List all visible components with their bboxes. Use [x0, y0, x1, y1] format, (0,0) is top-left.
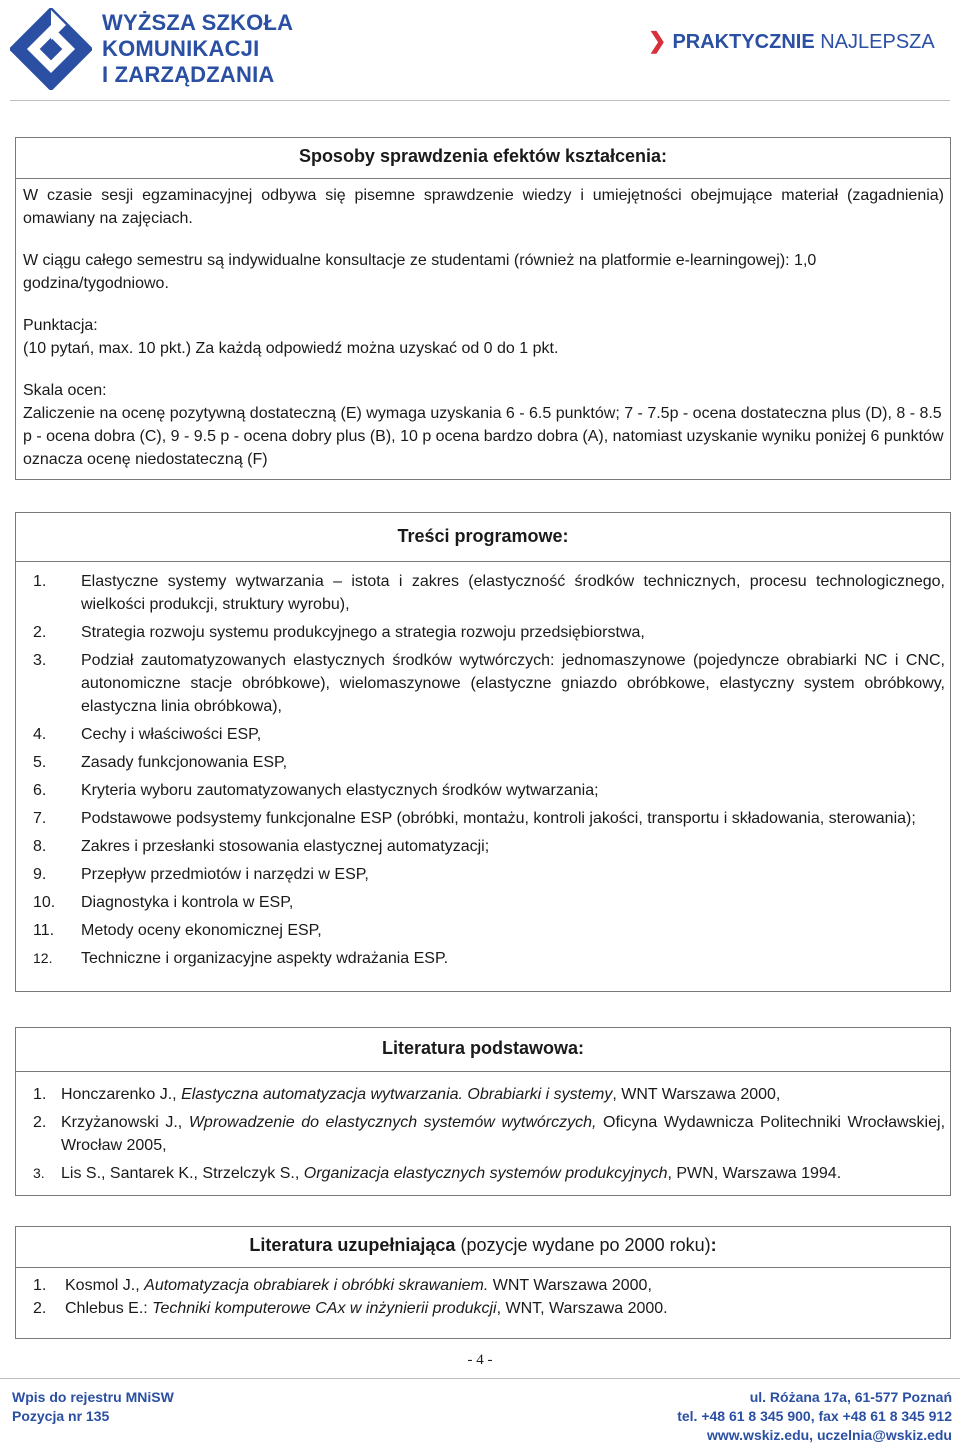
literature-item-publisher: , PWN, Warszawa 1994.	[667, 1165, 842, 1182]
assessment-paragraph-1: W czasie sesji egzaminacyjnej odbywa się pisemne sprawdzenie wiedzy i umiejętności obejmujące materiał (zagadnienia) omawiany na zajęciach.	[23, 187, 944, 227]
footer-left-line-1: Wpis do rejestru MNiSW	[12, 1389, 174, 1405]
literature-item-author: Honczarenko J.,	[61, 1086, 177, 1103]
points-text: (10 pytań, max. 10 pkt.) Za każdą odpowiedź można uzyskać od 0 do 1 pkt.	[23, 340, 559, 357]
program-item-text: Techniczne i organizacyjne aspekty wdrażania ESP.	[81, 950, 449, 967]
program-item-number: 7.	[33, 810, 47, 827]
program-item	[33, 919, 945, 942]
program-item-number: 4.	[33, 726, 47, 743]
program-item	[33, 570, 945, 616]
literature-extra-title-bold: Literatura uzupełniająca	[249, 1235, 456, 1255]
logo-emblem-icon	[10, 8, 92, 90]
program-title: Treści programowe:	[16, 513, 950, 562]
program-item	[33, 621, 945, 644]
literature-item	[33, 1083, 945, 1106]
program-item	[33, 779, 945, 802]
points-label: Punktacja:	[23, 317, 98, 334]
literature-item-number: 1.	[33, 1086, 47, 1103]
program-item-number: 1.	[33, 573, 47, 590]
literature-extra-box	[15, 1226, 951, 1339]
literature-item-title: Organizacja elastycznych systemów produkcyjnych	[303, 1165, 668, 1182]
literature-item-title: Techniki komputerowe CAx w inżynierii produkcji	[152, 1300, 497, 1317]
footer-address: ul. Różana 17a, 61-577 Poznań	[749, 1389, 952, 1405]
program-item	[33, 947, 945, 970]
program-item	[33, 807, 945, 830]
header-divider	[10, 100, 950, 101]
chevron-right-icon: ❯	[648, 28, 667, 53]
program-item-text: Podział zautomatyzowanych elastycznych środków wytwórczych: jednomaszynowe (pojedyncze obrabiarki NC i CNC, autonomiczne stacje obróbkowe), wielomaszynowe (elastyczne gniazdo obróbkowe, elastyczny system obróbkowy, elastyczna linia obróbkowa),	[81, 652, 945, 715]
assessment-title: Sposoby sprawdzenia efektów kształcenia:	[16, 138, 950, 179]
assessment-body	[16, 179, 950, 471]
assessment-paragraph-2: W ciągu całego semestru są indywidualne konsultacje ze studentami (również na platformie e-learningowej): 1,0 godzina/tygodniowo.	[23, 252, 817, 292]
program-item-text: Elastyczne systemy wytwarzania – istota i zakres (elastyczność środków technicznych, procesu technologicznego, wielkości produkcji, struktury wyrobu),	[81, 573, 945, 613]
literature-item	[33, 1111, 945, 1157]
program-item	[33, 649, 945, 718]
program-item-text: Kryteria wyboru zautomatyzowanych elastycznych środków wytwarzania;	[81, 782, 599, 799]
scale-text: Zaliczenie na ocenę pozytywną dostateczną (E) wymaga uzyskania 6 - 6.5 punktów; 7 - 7.5p - ocena dostateczna plus (D), 8 - 8.5 p - ocena dobra (C), 9 - 9.5 p - ocena dobry plus (B), 10 p ocena bardzo dobra (A), natomiast uzyskanie wyniku poniżej 6 punktów oznacza ocenę niedostateczną (F)	[23, 405, 944, 468]
program-item-number: 9.	[33, 866, 47, 883]
assessment-box	[15, 137, 951, 480]
footer-registry	[12, 1388, 174, 1426]
literature-item-publisher: , WNT Warszawa 2000,	[612, 1086, 781, 1103]
literature-item-publisher: Oficyna Wydawnicza Politechniki Wrocławskiej, Wrocław 2005,	[61, 1114, 946, 1154]
literature-extra-title	[16, 1227, 950, 1268]
program-item-text: Strategia rozwoju systemu produkcyjnego a strategia rozwoju przedsiębiorstwa,	[81, 624, 645, 641]
program-list	[16, 562, 950, 970]
program-item	[33, 891, 945, 914]
literature-item	[33, 1162, 945, 1185]
literature-item-number: 2.	[33, 1300, 47, 1317]
logo-line-2: KOMUNIKACJI	[102, 36, 260, 61]
program-item	[33, 835, 945, 858]
literature-item-number: 3.	[33, 1165, 45, 1181]
footer-divider	[0, 1378, 960, 1379]
literature-item-author: Krzyżanowski J.,	[61, 1114, 183, 1131]
program-item	[33, 863, 945, 886]
literature-item-title: Automatyzacja obrabiarek i obróbki skrawaniem.	[144, 1277, 489, 1294]
program-item-text: Zasady funkcjonowania ESP,	[81, 754, 288, 771]
program-item-text: Metody oceny ekonomicznej ESP,	[81, 922, 322, 939]
program-item-text: Przepływ przedmiotów i narzędzi w ESP,	[81, 866, 369, 883]
program-item-number: 10.	[33, 894, 56, 911]
literature-extra-list	[16, 1268, 950, 1320]
slogan-bold: PRAKTYCZNIE	[672, 31, 815, 53]
literature-item-author: Lis S., Santarek K., Strzelczyk S.,	[61, 1165, 300, 1182]
logo-line-1: WYŻSZA SZKOŁA	[102, 10, 294, 35]
literature-basic-title: Literatura podstawowa:	[16, 1028, 950, 1072]
literature-item	[33, 1297, 945, 1320]
literature-item-author: Chlebus E.:	[65, 1300, 148, 1317]
program-item-text: Podstawowe podsystemy funkcjonalne ESP (obróbki, montażu, kontroli jakości, transportu i składowania, sterowania);	[81, 810, 916, 827]
logo-line-3: I ZARZĄDZANIA	[102, 62, 275, 87]
program-item-text: Diagnostyka i kontrola w ESP,	[81, 894, 294, 911]
page-number: - 4 -	[467, 1352, 493, 1368]
program-item-text: Cechy i właściwości ESP,	[81, 726, 262, 743]
program-item	[33, 723, 945, 746]
school-logo	[10, 4, 310, 94]
literature-extra-title-normal: (pozycje wydane po 2000 roku)	[460, 1235, 711, 1255]
program-item-number: 2.	[33, 624, 47, 641]
program-item-number: 3.	[33, 652, 47, 669]
program-item-number: 8.	[33, 838, 47, 855]
literature-basic-box	[15, 1027, 951, 1196]
literature-item	[33, 1274, 945, 1297]
program-item-number: 11.	[33, 922, 55, 939]
program-item-number: 5.	[33, 754, 47, 771]
footer-contact	[677, 1388, 952, 1445]
literature-item-number: 2.	[33, 1114, 47, 1131]
program-item-number: 6.	[33, 782, 47, 799]
footer-left-line-2: Pozycja nr 135	[12, 1408, 110, 1424]
slogan-light: NAJLEPSZA	[820, 31, 935, 53]
literature-item-publisher: , WNT, Warszawa 2000.	[496, 1300, 668, 1317]
logo-wordmark	[102, 10, 293, 88]
program-item	[33, 751, 945, 774]
program-item-text: Zakres i przesłanki stosowania elastycznej automatyzacji;	[81, 838, 490, 855]
literature-extra-title-colon: :	[710, 1235, 717, 1255]
literature-basic-list	[16, 1072, 950, 1185]
literature-item-publisher: WNT Warszawa 2000,	[488, 1277, 652, 1294]
literature-item-title: Wprowadzenie do elastycznych systemów wytwórczych,	[188, 1114, 597, 1131]
literature-item-author: Kosmol J.,	[65, 1277, 140, 1294]
program-box	[15, 512, 951, 992]
literature-item-title: Elastyczna automatyzacja wytwarzania. Obrabiarki i systemy	[181, 1086, 613, 1103]
literature-item-number: 1.	[33, 1277, 47, 1294]
program-item-number: 12.	[33, 950, 53, 966]
scale-label: Skala ocen:	[23, 382, 107, 399]
slogan	[648, 28, 935, 54]
footer-phone: tel. +48 61 8 345 900, fax +48 61 8 345 912	[677, 1408, 952, 1424]
footer-web-email: www.wskiz.edu, uczelnia@wskiz.edu	[707, 1427, 952, 1443]
